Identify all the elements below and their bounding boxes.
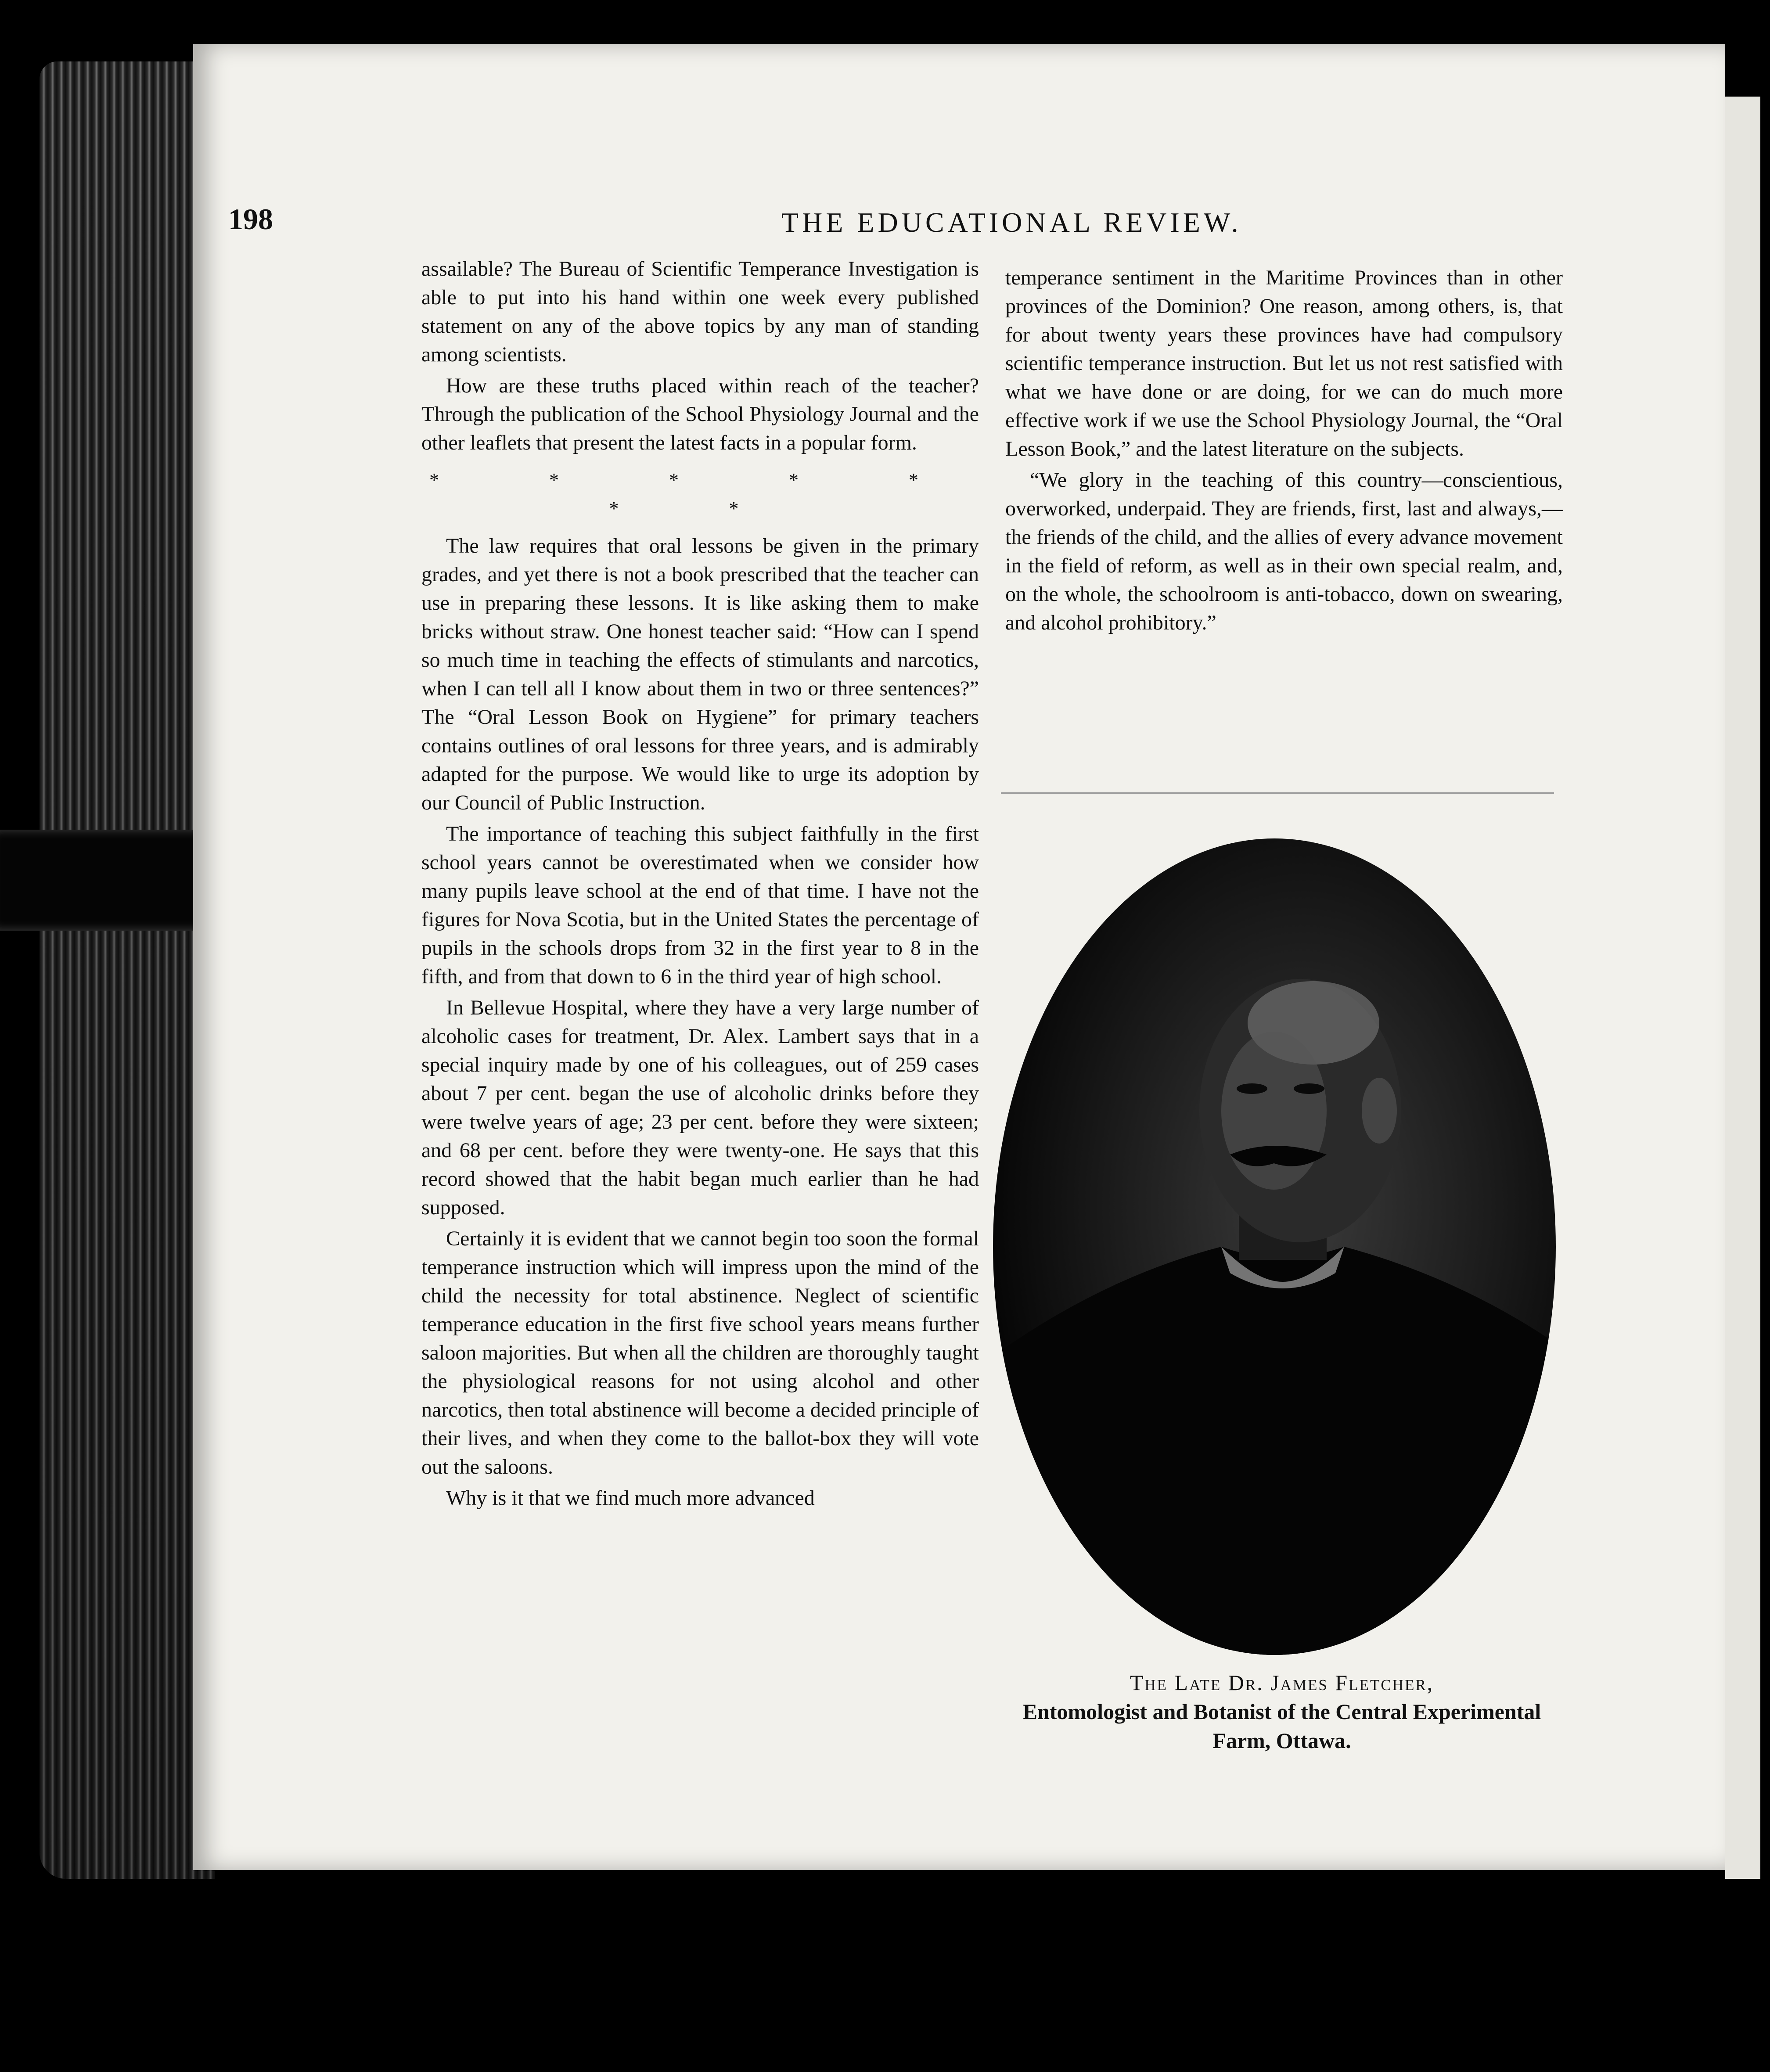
page-number: 198 <box>228 202 273 236</box>
paragraph: “We glory in the teaching of this country—conscientious, overworked, underpaid. They are friends, first, last and always,—the friends of the child, and the allies of every advance movement in the field of reform, as well as in their own special realm, and, on the whole, the schoolroom is anti-tobacco, down on swearing, and alcohol prohibitory.” <box>1005 468 1563 634</box>
paragraph: temperance sentiment in the Maritime Provinces than in other provinces of the Dominion? One reason, among others, is, that for about twenty years these provinces have had compulsory scientific temperance instruction. But let us not rest satisfied with what we have done or are doing, for we can do much more effective work if we use the School Physiology Journal, the “Oral Lesson Book,” and the latest literature on the subjects. <box>1005 266 1563 460</box>
paragraph: assailable? The Bureau of Scientific Temperance Investigation is able to put into his hand within one week every published statement on any of the above topics by any man of standing among scientists. <box>421 257 979 366</box>
left-column <box>421 255 979 1515</box>
facing-page-edge <box>1725 97 1760 1879</box>
paragraph: Why is it that we find much more advanced <box>446 1486 815 1510</box>
book-page-edges <box>40 61 215 1879</box>
running-head: THE EDUCATIONAL REVIEW. <box>781 207 1242 238</box>
section-break-stars: * * * * * * * <box>429 469 971 519</box>
paragraph: Certainly it is evident that we cannot begin too soon the formal temperance instruction which will impress upon the mind of the child the necessity for total abstinence. Neglect of scientific temperance education in the first five school years means further saloon majorities. But when all the children are thoroughly taught the physiological reasons for not using alcohol and other narcotics, then total abstinence will become a decided principle of their lives, and when they come to the ballot-box they will vote out the saloons. <box>421 1227 979 1478</box>
portrait-figure <box>993 838 1556 1655</box>
right-column <box>1005 263 1563 640</box>
caption-role: Entomologist and Botanist of the Central Experimental Farm, Ottawa. <box>1022 1699 1541 1753</box>
figure-caption <box>1005 1668 1558 1755</box>
paragraph: The importance of teaching this subject faithfully in the first school years cannot be overestimated when we consider how many pupils leave school at the end of that time. I have not the figures for Nova Scotia, but in the United States the percentage of pupils in the schools drops from 32 in the first year to 8 in the fifth, and from that down to 6 in the third year of high school. <box>421 822 979 988</box>
portrait-photo <box>993 838 1556 1655</box>
paragraph: In Bellevue Hospital, where they have a very large number of alcoholic cases for treatment, Dr. Alex. Lambert says that in a special inquiry made by one of his colleagues, out of 259 cases about 7 per cent. began the use of alcoholic drinks before they were twelve years of age; 23 per cent. before they were sixteen; and 68 per cent. before they were twenty-one. He says that this record showed that the habit began much earlier than he had supposed. <box>421 996 979 1219</box>
paragraph: How are these truths placed within reach of the teacher? Through the publication of the School Physiology Journal and the other leaflets that present the latest facts in a popular form. <box>421 374 979 454</box>
column-rule <box>1001 792 1554 794</box>
caption-name: The Late Dr. James Fletcher, <box>1130 1670 1434 1695</box>
paragraph: The law requires that oral lessons be given in the primary grades, and yet there is not a book prescribed that the teacher can use in preparing these lessons. It is like asking them to make bricks without straw. One honest teacher said: “How can I spend so much time in teaching the effects of stimulants and narcotics, when I can tell all I know about them in two or three sentences?” The “Oral Lesson Book on Hygiene” for primary teachers contains outlines of oral lessons for three years, and is admirably adapted for the purpose. We would like to urge its adoption by our Council of Public Instruction. <box>421 534 979 814</box>
